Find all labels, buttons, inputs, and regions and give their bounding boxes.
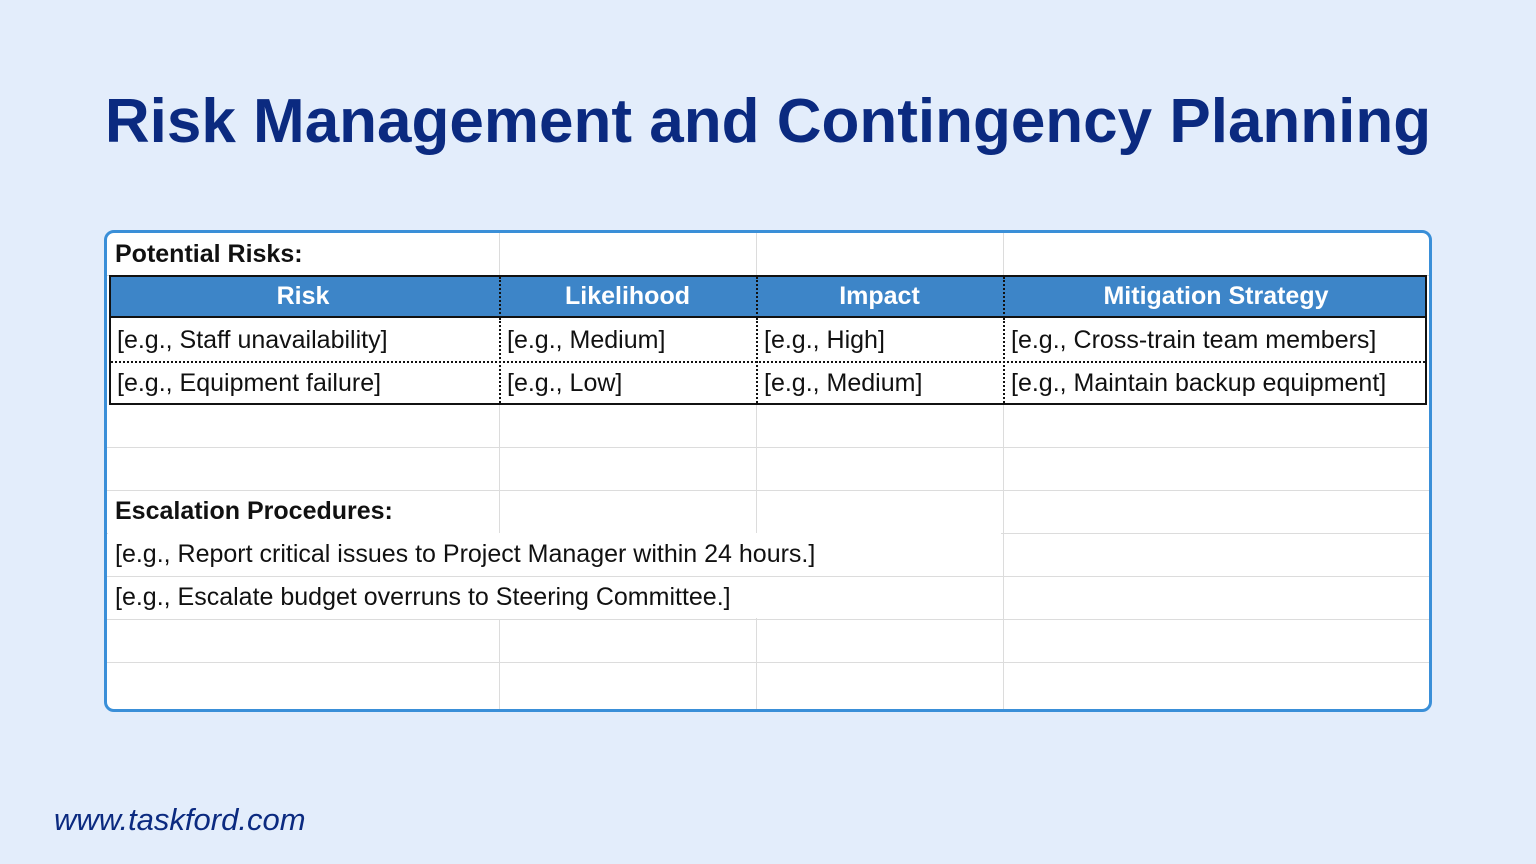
gridline xyxy=(1003,533,1004,619)
escalation-procedures-label[interactable]: Escalation Procedures: xyxy=(115,497,393,525)
gridline xyxy=(107,447,1429,448)
table-cell[interactable]: [e.g., High] xyxy=(764,326,885,354)
column-header-impact[interactable]: Impact xyxy=(839,282,920,310)
table-cell[interactable]: [e.g., Cross-train team members] xyxy=(1011,326,1377,354)
table-cell[interactable]: [e.g., Medium] xyxy=(507,326,666,354)
risk-spreadsheet xyxy=(104,230,1432,712)
table-cell[interactable]: [e.g., Equipment failure] xyxy=(117,369,382,397)
escalation-item[interactable]: [e.g., Report critical issues to Project Manager within 24 hours.] xyxy=(115,540,816,568)
potential-risks-label[interactable]: Potential Risks: xyxy=(115,240,303,268)
table-cell[interactable]: [e.g., Low] xyxy=(507,369,623,397)
table-cell[interactable]: [e.g., Staff unavailability] xyxy=(117,326,388,354)
gridline xyxy=(107,662,1429,663)
table-cell[interactable]: [e.g., Medium] xyxy=(764,369,923,397)
column-header-mitigation-strategy[interactable]: Mitigation Strategy xyxy=(1103,282,1329,310)
table-cell[interactable]: [e.g., Maintain backup equipment] xyxy=(1011,369,1387,397)
column-header-likelihood[interactable]: Likelihood xyxy=(565,282,690,310)
escalation-item[interactable]: [e.g., Escalate budget overruns to Steering Committee.] xyxy=(115,583,731,611)
page-title: Risk Management and Contingency Planning xyxy=(104,87,1432,156)
column-header-risk[interactable]: Risk xyxy=(276,282,330,310)
gridline xyxy=(107,619,1429,620)
footer-website-link[interactable]: www.taskford.com xyxy=(54,802,306,837)
